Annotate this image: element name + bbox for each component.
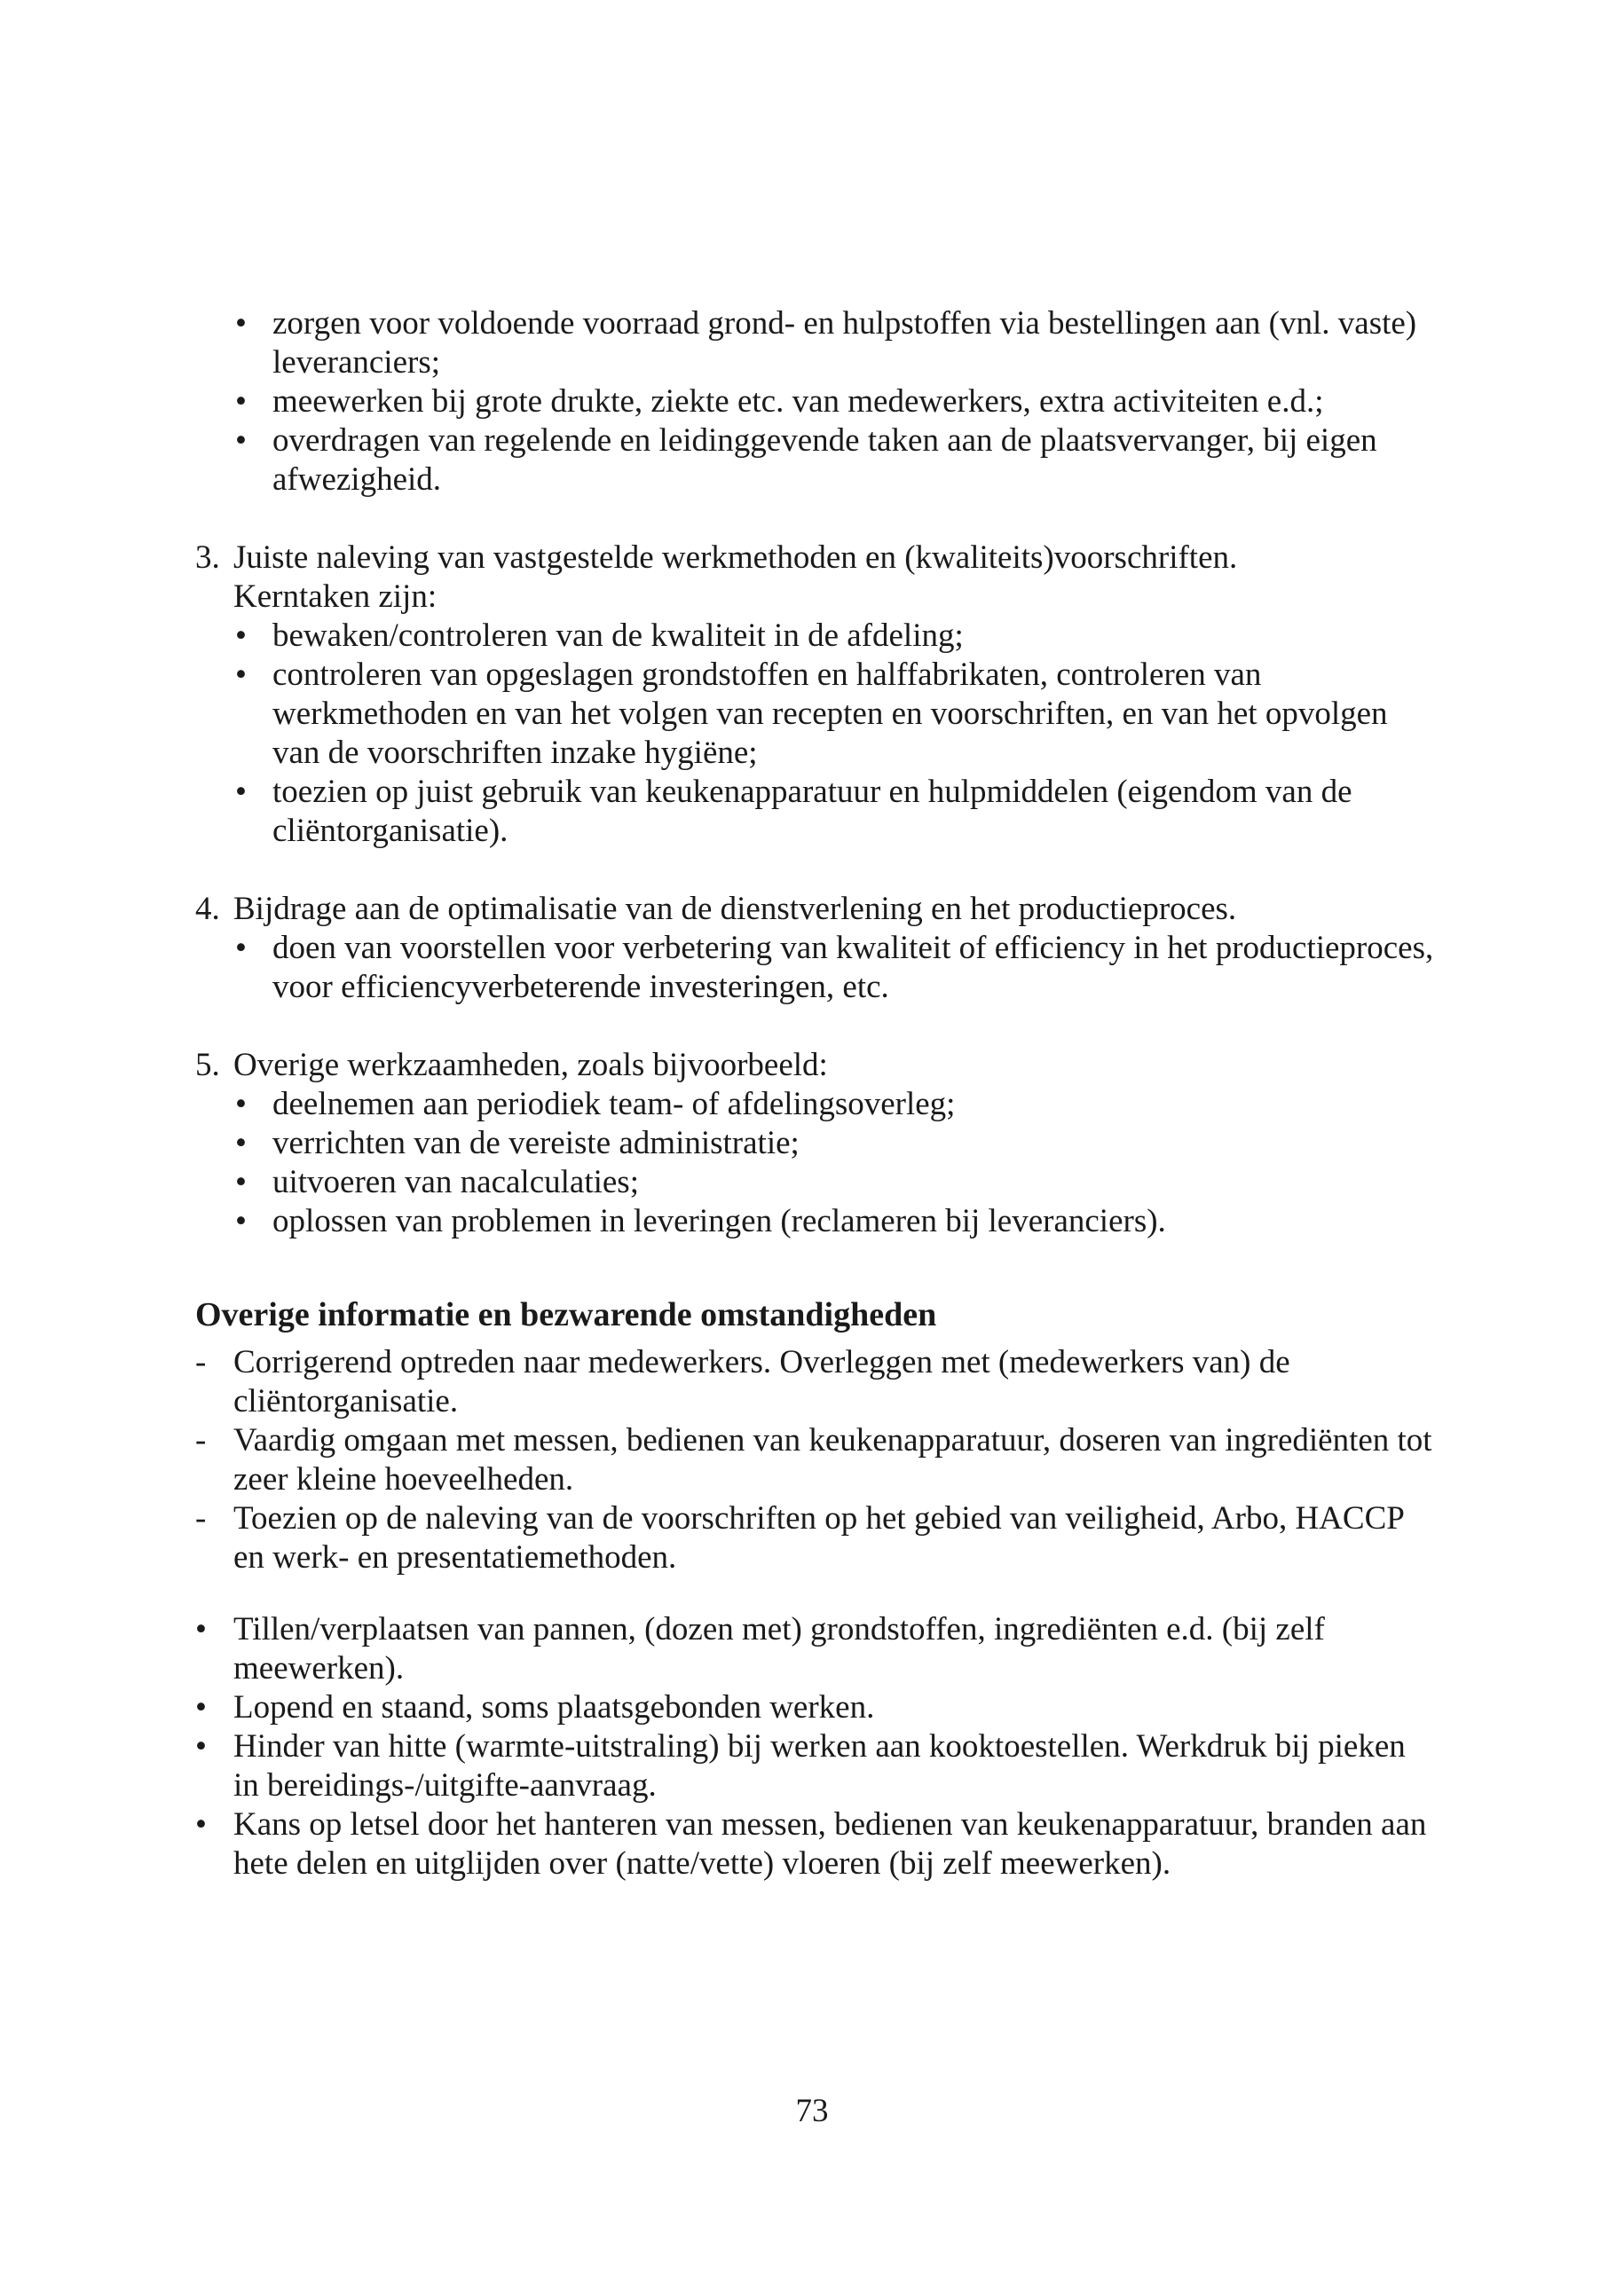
document-content xyxy=(195,304,1438,1883)
bullet-marker: • xyxy=(195,1689,207,1726)
bullet-marker: • xyxy=(235,305,247,342)
list-item xyxy=(235,1085,1438,1124)
section-title-row xyxy=(195,1046,1438,1085)
list-item xyxy=(235,382,1438,421)
numbered-section-4 xyxy=(195,890,1438,1007)
list-item-text: zorgen voor voldoende voorraad grond- en hulpstoffen via bestellingen aan (vnl. vaste) leveranciers; xyxy=(272,305,1417,381)
page-number: 73 xyxy=(795,2093,829,2129)
section-number: 4. xyxy=(195,891,220,927)
section-subtitle: Kerntaken zijn: xyxy=(233,578,438,615)
bullet-marker: • xyxy=(235,1164,247,1200)
numbered-section-5 xyxy=(195,1046,1438,1241)
list-item-text: Hinder van hitte (warmte-uitstraling) bij werken aan kooktoestellen. Werkdruk bij pieken in bereidings-/uitgifte-aanvraag. xyxy=(233,1728,1406,1804)
bullet-marker: • xyxy=(235,1125,247,1161)
list-item xyxy=(195,1610,1438,1688)
section-title: Bijdrage aan de optimalisatie van de dienstverlening en het productieproces. xyxy=(233,891,1237,927)
list-item xyxy=(235,773,1438,851)
dash-marker: - xyxy=(195,1344,207,1380)
list-item-text: bewaken/controleren van de kwaliteit in de afdeling; xyxy=(272,617,964,654)
list-item xyxy=(235,617,1438,656)
bullet-marker: • xyxy=(235,1203,247,1239)
bullet-marker: • xyxy=(235,617,247,654)
list-item-text: meewerken bij grote drukte, ziekte etc. van medewerkers, extra activiteiten e.d.; xyxy=(272,383,1324,420)
list-item-text: overdragen van regelende en leidinggevende taken aan de plaatsvervanger, bij eigen afwezigheid. xyxy=(272,422,1377,498)
list-item xyxy=(235,656,1438,773)
bullet-marker: • xyxy=(235,1086,247,1122)
list-item xyxy=(195,1727,1438,1805)
section-number: 3. xyxy=(195,539,220,576)
bullet-marker: • xyxy=(235,657,247,693)
list-item-text: Toezien op de naleving van de voorschriften op het gebied van veiligheid, Arbo, HACCP en werk- en presentatiemethoden. xyxy=(233,1500,1404,1576)
section-title: Overige werkzaamheden, zoals bijvoorbeeld: xyxy=(233,1047,828,1083)
final-bullet-list xyxy=(195,1610,1438,1883)
intro-bullet-list xyxy=(195,304,1438,499)
list-item xyxy=(195,1805,1438,1883)
list-item-text: deelnemen aan periodiek team- of afdelingsoverleg; xyxy=(272,1086,956,1122)
list-item xyxy=(235,1163,1438,1202)
bullet-marker: • xyxy=(235,930,247,966)
list-item-text: Tillen/verplaatsen van pannen, (dozen met) grondstoffen, ingrediënten e.d. (bij zelf meewerken). xyxy=(233,1611,1325,1687)
bullet-marker: • xyxy=(235,383,247,420)
list-item-text: Kans op letsel door het hanteren van messen, bedienen van keukenapparatuur, branden aan hete delen en uitglijden over (natte/vette) vloeren (bij zelf meewerken). xyxy=(233,1806,1427,1882)
numbered-section-3 xyxy=(195,539,1438,851)
section-heading: Overige informatie en bezwarende omstandigheden xyxy=(195,1296,937,1333)
section-number: 5. xyxy=(195,1047,220,1083)
list-item-text: doen van voorstellen voor verbetering van kwaliteit of efficiency in het productieproces, voor efficiencyverbeterende investeringen, etc. xyxy=(272,930,1434,1005)
bullet-marker: • xyxy=(235,422,247,459)
bullet-marker: • xyxy=(195,1806,207,1843)
list-item-text: verrichten van de vereiste administratie; xyxy=(272,1125,800,1161)
dash-list xyxy=(195,1343,1438,1577)
list-item xyxy=(235,929,1438,1007)
list-item-text: controleren van opgeslagen grondstoffen en halffabrikaten, controleren van werkmethoden en van het volgen van recepten en voorschriften, en van het opvolgen van de voorschriften inzake hygiëne; xyxy=(272,657,1388,771)
bullet-marker: • xyxy=(195,1611,207,1647)
list-item xyxy=(235,1124,1438,1163)
dash-marker: - xyxy=(195,1422,207,1459)
list-item xyxy=(235,304,1438,382)
dash-marker: - xyxy=(195,1500,207,1537)
section-title-row xyxy=(195,539,1438,578)
list-item xyxy=(195,1343,1438,1421)
list-item xyxy=(235,1202,1438,1241)
list-item xyxy=(195,1421,1438,1499)
list-item-text: Corrigerend optreden naar medewerkers. Overleggen met (medewerkers van) de cliëntorganisatie. xyxy=(233,1344,1290,1419)
list-item-text: Lopend en staand, soms plaatsgebonden werken. xyxy=(233,1689,875,1726)
list-item-text: toezien op juist gebruik van keukenapparatuur en hulpmiddelen (eigendom van de cliëntorganisatie). xyxy=(272,774,1352,849)
list-item-text: Vaardig omgaan met messen, bedienen van keukenapparatuur, doseren van ingrediënten tot zeer kleine hoeveelheden. xyxy=(233,1422,1432,1498)
list-item xyxy=(195,1499,1438,1577)
bullet-marker: • xyxy=(235,774,247,810)
bullet-marker: • xyxy=(195,1728,207,1765)
section-title: Juiste naleving van vastgestelde werkmethoden en (kwaliteits)voorschriften. xyxy=(233,539,1238,576)
list-item xyxy=(195,1688,1438,1727)
list-item xyxy=(235,421,1438,499)
section-title-row xyxy=(195,890,1438,929)
list-item-text: uitvoeren van nacalculaties; xyxy=(272,1164,639,1200)
list-item-text: oplossen van problemen in leveringen (reclameren bij leveranciers). xyxy=(272,1203,1166,1239)
